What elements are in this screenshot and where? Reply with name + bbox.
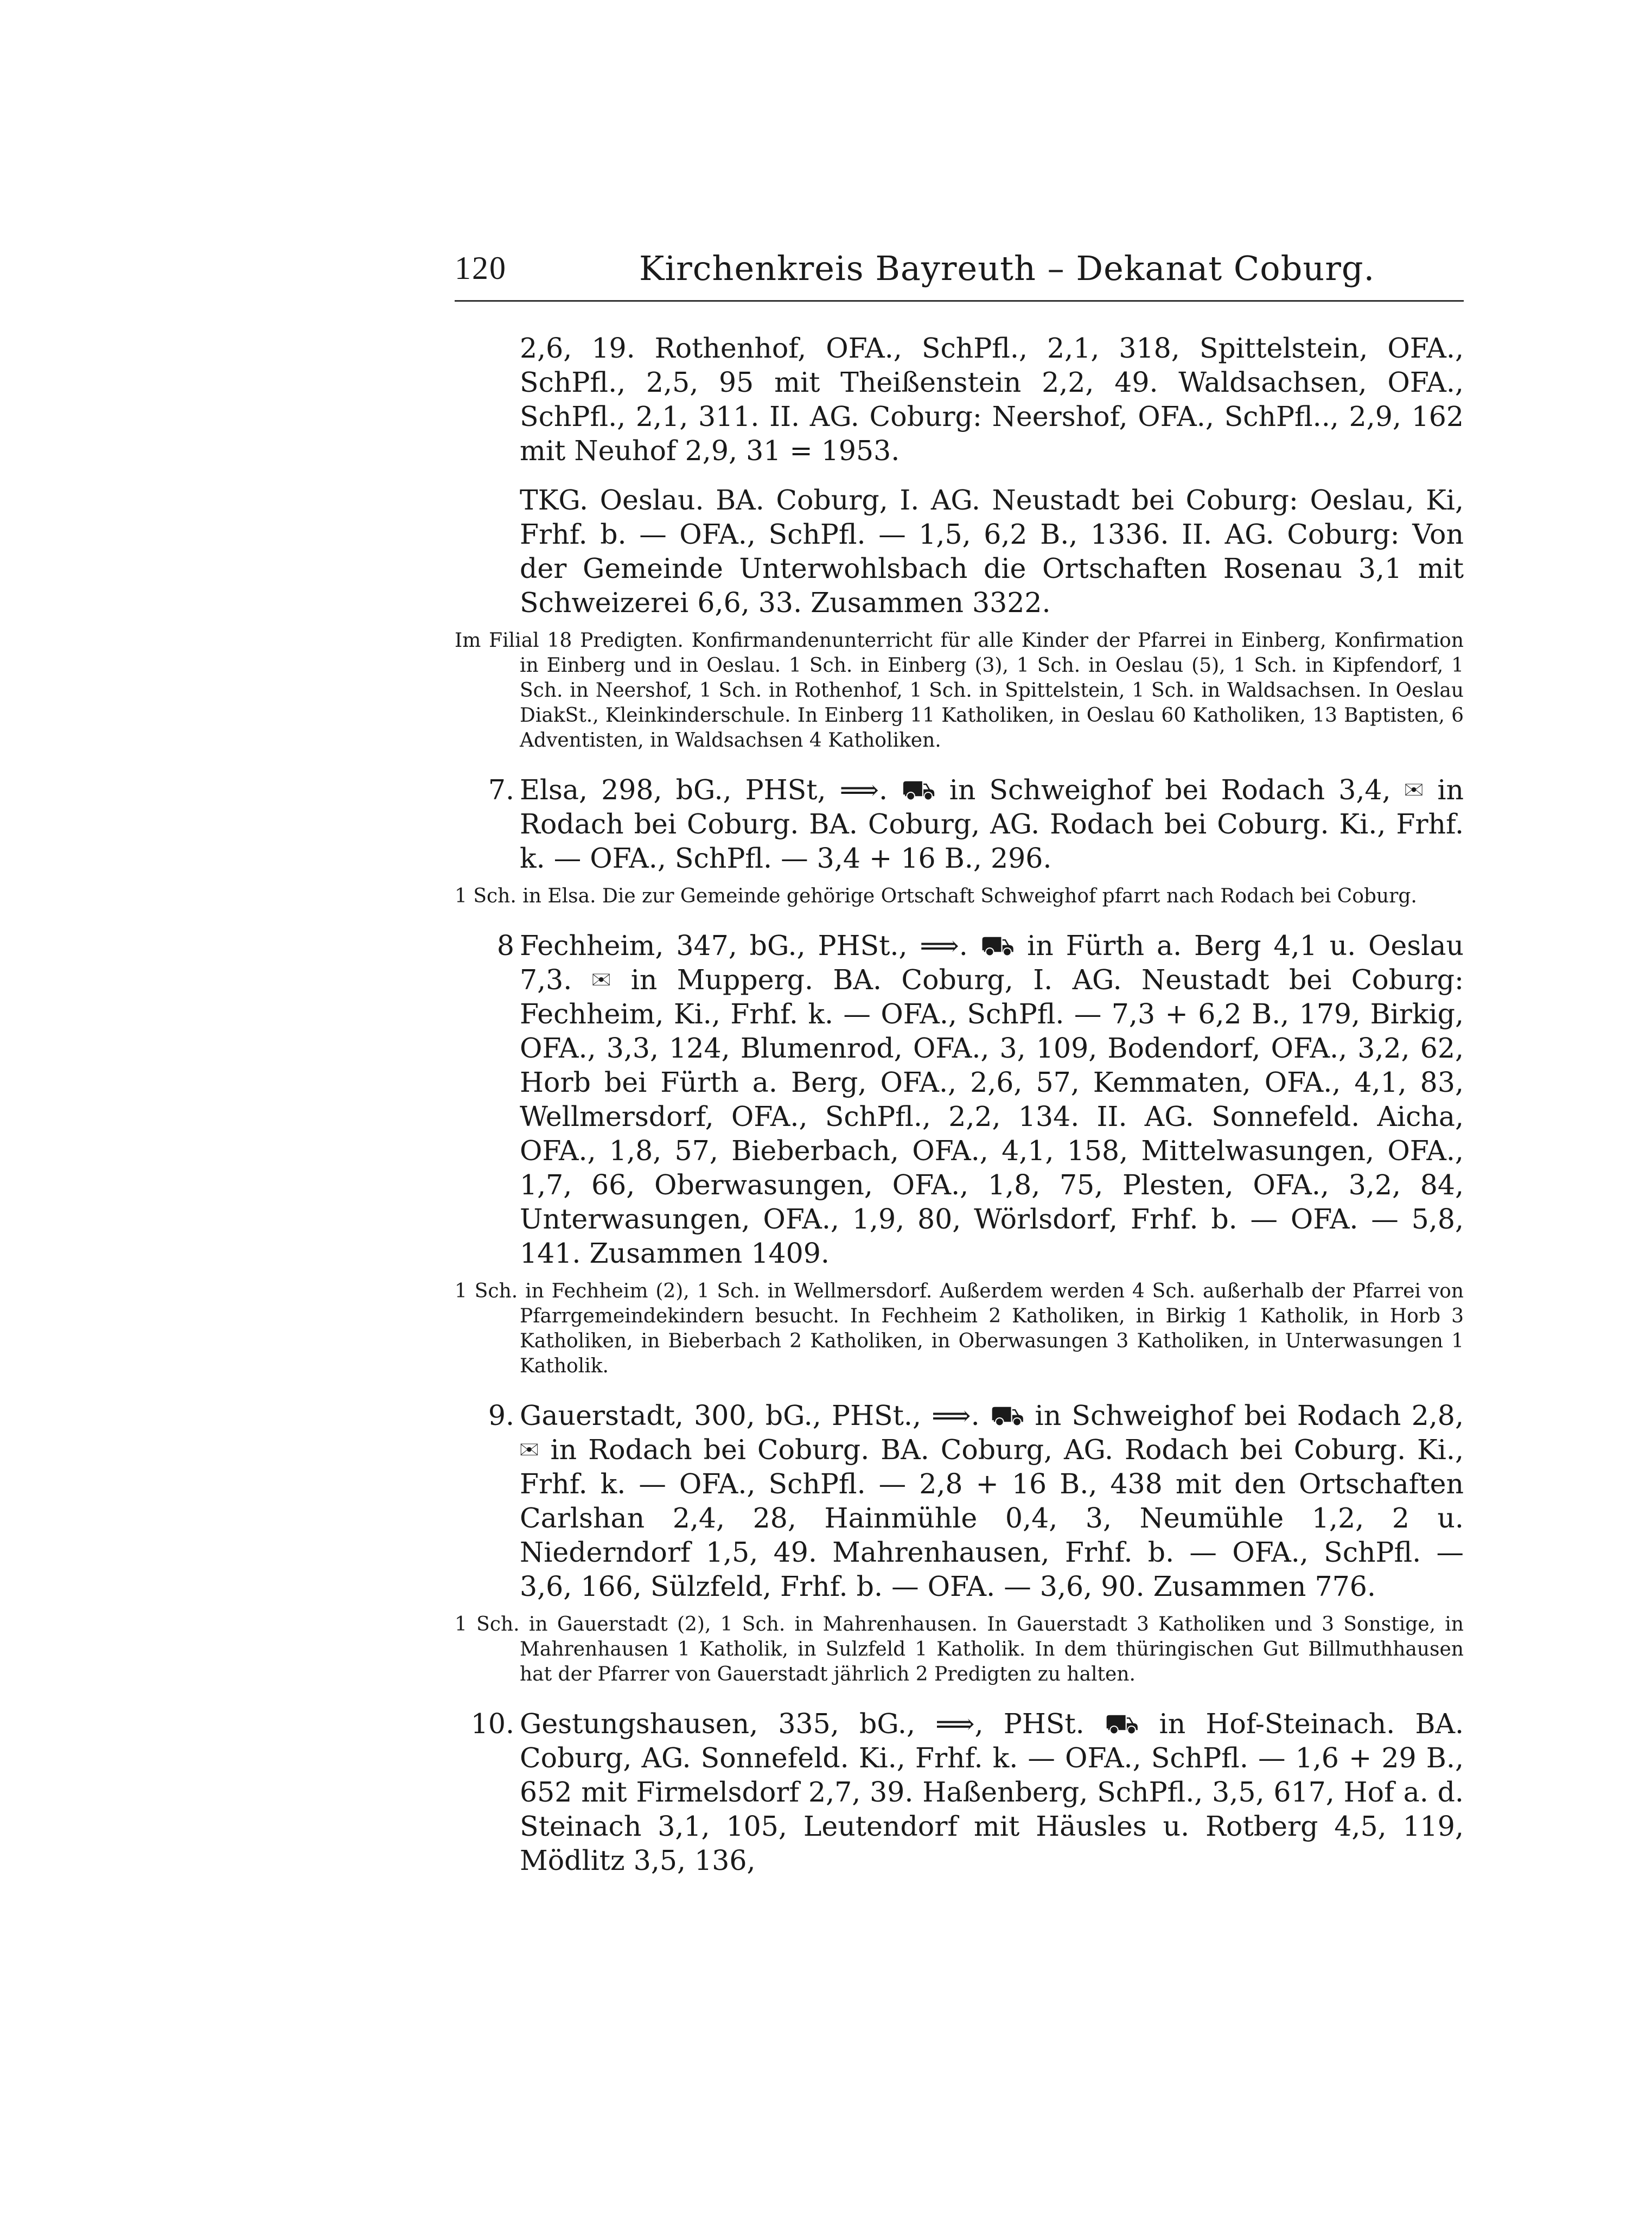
entry-number: 10.	[470, 1708, 514, 1740]
header-rule	[455, 300, 1464, 302]
entry-number: 8	[496, 930, 514, 962]
tkg-oeslau-paragraph: TKG. Oeslau. BA. Coburg, I. AG. Neustadt bei Coburg: Oeslau, Ki, Frhf. b. — OFA., SchPfl. — 1,5, 6,2 B., 1336. II. AG. Coburg: Von der Gemeinde Unterwohlsbach die Ortschaften Rosenau 3,1 mit Schweizerei 6,6, 33. Zusammen 3322.	[520, 484, 1464, 619]
entry-gauerstadt	[455, 1398, 1464, 1603]
running-title: Kirchenkreis Bayreuth – Dekanat Coburg.	[639, 249, 1375, 288]
page-body	[455, 331, 1464, 1878]
entry-number: 9.	[488, 1399, 514, 1431]
footnote-elsa: 1 Sch. in Elsa. Die zur Gemeinde gehörige Ortschaft Schweighof pfarrt nach Rodach bei Coburg.	[455, 885, 1417, 907]
entry-text: Fechheim, 347, bG., PHSt., ⟹. ⛟ in Fürth a. Berg 4,1 u. Oeslau 7,3. ✉ in Mupperg. BA. Coburg, I. AG. Neustadt bei Coburg: Fechheim, Ki., Frhf. k. — OFA., SchPfl. — 7,3 + 6,2 B., 179, Birkig, OFA., 3,3, 124, Blumenrod, OFA., 3, 109, Bodendorf, OFA., 3,2, 62, Horb bei Fürth a. Berg, OFA., 2,6, 57, Kemmaten, OFA., 4,1, 83, Wellmersdorf, OFA., SchPfl., 2,2, 134. II. AG. Sonnefeld. Aicha, OFA., 1,8, 57, Bieberbach, OFA., 4,1, 158, Mittelwasungen, OFA., 1,7, 66, Oberwasungen, OFA., 1,8, 75, Plesten, OFA., 3,2, 84, Unterwasungen, OFA., 1,9, 80, Wörlsdorf, Frhf. b. — OFA. — 5,8, 141. Zusammen 1409.	[520, 930, 1464, 1269]
page-header	[455, 244, 1464, 298]
entry-text: Elsa, 298, bG., PHSt, ⟹. ⛟ in Schweighof bei Rodach 3,4, ✉ in Rodach bei Coburg. BA. Coburg, AG. Rodach bei Coburg. Ki., Frhf. k. — OFA., SchPfl. — 3,4 + 16 B., 296.	[520, 774, 1464, 874]
entry-elsa	[455, 773, 1464, 875]
page-number: 120	[455, 250, 507, 286]
entry-fechheim	[455, 928, 1464, 1270]
entry-number: 7.	[488, 774, 514, 806]
footnote-fechheim: 1 Sch. in Fechheim (2), 1 Sch. in Wellmersdorf. Außerdem werden 4 Sch. außerhalb der Pfarrei von Pfarrgemeindekindern besucht. In Fechheim 2 Katholiken, in Birkig 1 Katholik, in Horb 3 Katholiken, in Bieberbach 2 Katholiken, in Oberwasungen 3 Katholiken, in Unterwasungen 1 Katholik.	[455, 1280, 1464, 1377]
footnote-gauerstadt: 1 Sch. in Gauerstadt (2), 1 Sch. in Mahrenhausen. In Gauerstadt 3 Katholiken und 3 Sonstige, in Mahrenhausen 1 Katholik, in Sulzfeld 1 Katholik. In dem thüringischen Gut Billmuthhausen hat der Pfarrer von Gauerstadt jährlich 2 Predigten zu halten.	[455, 1613, 1464, 1685]
continuation-paragraph: 2,6, 19. Rothenhof, OFA., SchPfl., 2,1, 318, Spittelstein, OFA., SchPfl., 2,5, 95 mit Theißenstein 2,2, 49. Waldsachsen, OFA., SchPfl., 2,1, 311. II. AG. Coburg: Neershof, OFA., SchPfl.., 2,9, 162 mit Neuhof 2,9, 31 = 1953.	[520, 332, 1464, 467]
entry-gestungshausen	[455, 1707, 1464, 1878]
entry-text: Gestungshausen, 335, bG., ⟹, PHSt. ⛟ in Hof-Steinach. BA. Coburg, AG. Sonnefeld. Ki., Frhf. k. — OFA., SchPfl. — 1,6 + 29 B., 652 mit Firmelsdorf 2,7, 39. Haßenberg, SchPfl., 3,5, 617, Hof a. d. Steinach 3,1, 105, Leutendorf mit Häusles u. Rotberg 4,5, 119, Mödlitz 3,5, 136,	[520, 1708, 1464, 1876]
footnote-oeslau: Im Filial 18 Predigten. Konfirmandenunterricht für alle Kinder der Pfarrei in Einberg, Konfirmation in Einberg und in Oeslau. 1 Sch. in Einberg (3), 1 Sch. in Oeslau (5), 1 Sch. in Kipfendorf, 1 Sch. in Neershof, 1 Sch. in Rothenhof, 1 Sch. in Spittelstein, 1 Sch. in Waldsachsen. In Oeslau DiakSt., Kleinkinderschule. In Einberg 11 Katholiken, in Oeslau 60 Katholiken, 13 Baptisten, 6 Adventisten, in Waldsachsen 4 Katholiken.	[455, 629, 1464, 752]
entry-text: Gauerstadt, 300, bG., PHSt., ⟹. ⛟ in Schweighof bei Rodach 2,8, ✉ in Rodach bei Coburg. BA. Coburg, AG. Rodach bei Coburg. Ki., Frhf. k. — OFA., SchPfl. — 2,8 + 16 B., 438 mit den Ortschaften Carlshan 2,4, 28, Hainmühle 0,4, 3, Neumühle 1,2, 2 u. Niederndorf 1,5, 49. Mahrenhausen, Frhf. b. — OFA., SchPfl. — 3,6, 166, Sülzfeld, Frhf. b. — OFA. — 3,6, 90. Zusammen 776.	[520, 1399, 1464, 1602]
